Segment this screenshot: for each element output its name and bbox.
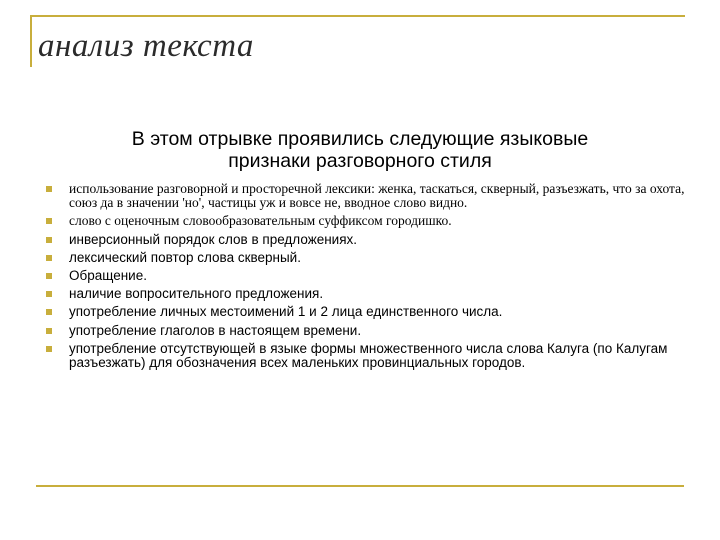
bullet-item (45, 269, 685, 283)
bullet-text: употребление личных местоимений 1 и 2 лица единственного числа. (69, 304, 503, 320)
square-bullet-icon (46, 291, 52, 297)
square-bullet-icon (46, 328, 52, 334)
frame-bottom-line (36, 485, 684, 487)
bullet-item (45, 342, 685, 370)
square-bullet-icon (46, 186, 52, 192)
bullet-item (45, 233, 685, 247)
bullet-text: наличие вопросительного предложения. (69, 286, 324, 302)
bullet-text: слово с оценочным словообразовательным суффиксом городишко. (69, 213, 452, 229)
bullet-text: использование разговорной и просторечной лексики: женка, таскаться, скверный, разъезжать, что за охота, союз да в значении 'но', частицы уж и вовсе не, вводное слово видно. (69, 181, 685, 211)
slide-title: анализ текста (38, 28, 254, 64)
subtitle-line-1: В этом отрывке проявились следующие языковые (131, 128, 589, 150)
frame-left-line (30, 15, 32, 67)
bullet-item (45, 182, 685, 210)
subtitle-line-2: признаки разговорного стиля (228, 150, 492, 172)
bullet-item (45, 305, 685, 319)
square-bullet-icon (46, 218, 52, 224)
square-bullet-icon (46, 237, 52, 243)
bullet-item (45, 324, 685, 338)
bullet-item (45, 214, 685, 228)
square-bullet-icon (46, 273, 52, 279)
bullet-text: инверсионный порядок слов в предложениях. (69, 231, 358, 247)
frame-top-line (30, 15, 685, 17)
bullet-text: лексический повтор слова скверный. (69, 249, 301, 265)
bullet-list (45, 182, 685, 374)
square-bullet-icon (46, 346, 52, 352)
bullet-text: употребление глаголов в настоящем времени. (69, 322, 362, 338)
bullet-text: употребление отсутствующей в языке формы множественного числа слова Калуга (по Калугам разъезжать) для обозначения всех маленьких провинциальных городов. (69, 340, 668, 371)
slide-subtitle (40, 128, 680, 172)
bullet-text: Обращение. (69, 268, 147, 284)
bullet-item (45, 287, 685, 301)
bullet-item (45, 251, 685, 265)
square-bullet-icon (46, 255, 52, 261)
square-bullet-icon (46, 309, 52, 315)
